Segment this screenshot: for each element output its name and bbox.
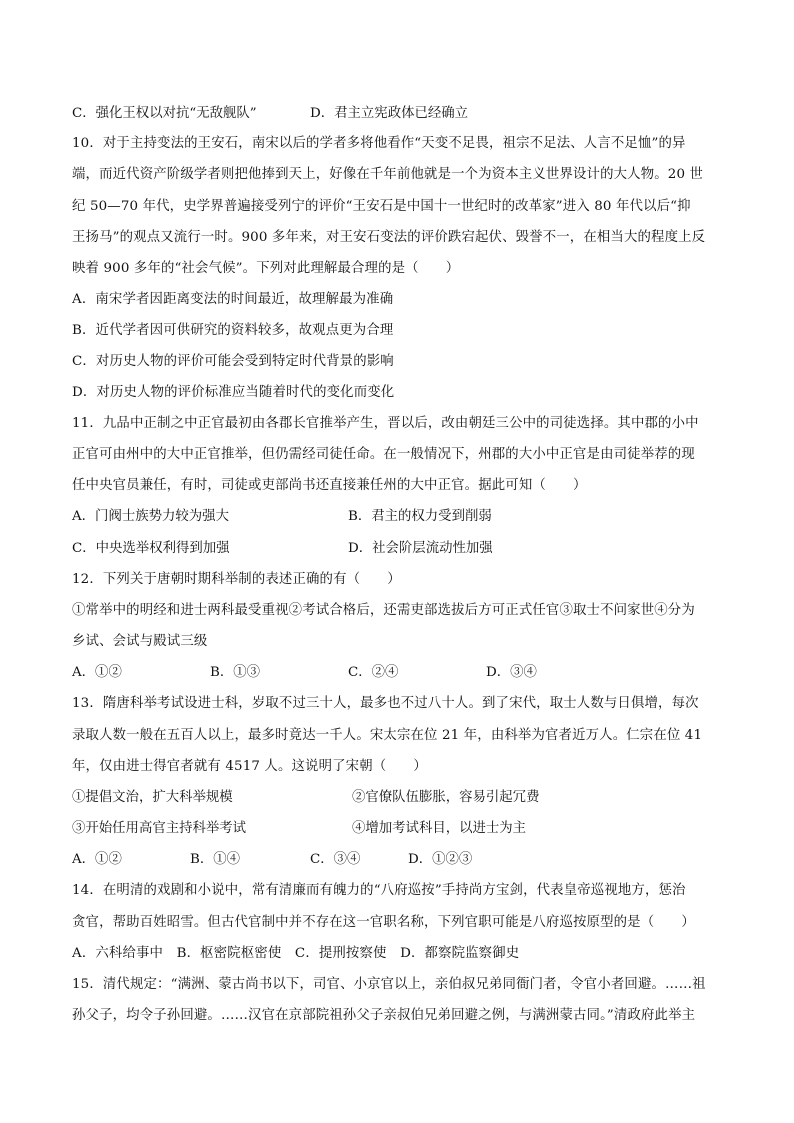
q12-option-b: B．①③: [210, 665, 261, 680]
q13-option-d: D．①②③: [408, 852, 473, 867]
q11-option-d: D．社会阶层流动性加强: [348, 541, 493, 556]
q10-stem-line-3: 纪 50—70 年代，史学界普遍接受列宁的评价“王安石是中国十一世纪时的改革家”进入 80 年代以后“抑: [72, 199, 691, 214]
q9-option-c: C．强化王权以对抗“无敌舰队”: [72, 106, 257, 121]
q13-item-1: ①提倡文治，扩大科举规模: [72, 790, 233, 805]
q13-stem-line-2: 录取人数一般在五百人以上，最多时竟达一千人。宋太宗在位 21 年，由科举为官者近万人。仁宗在位 41: [72, 728, 703, 743]
q10-stem-line-1: 10．对于主持变法的王安石，南宋以后的学者多将他看作“天变不足畏，祖宗不足法、人言不足恤”的异: [72, 136, 686, 151]
q10-stem-line-4: 王扬马”的观点又流行一时。900 多年来，对王安石变法的评价跌宕起伏、毁誉不一，在相当大的程度上反: [72, 230, 706, 245]
q11-option-b: B．君主的权力受到削弱: [348, 509, 492, 524]
q15-stem-line-1: 15．清代规定：“满洲、蒙古尚书以下，司官、小京官以上，亲伯叔兄弟同衙门者，令官小者回避。……祖: [72, 977, 706, 992]
q10-option-a: A．南宋学者因距离变法的时间最近，故理解最为准确: [72, 292, 394, 307]
q9-option-d: D．君主立宪政体已经确立: [310, 106, 469, 121]
q12-stem: 12．下列关于唐朝时期科举制的表述正确的有（ ）: [72, 572, 401, 587]
q14-options: A．六科给事中 B．枢密院枢密使 C．提刑按察使 D．都察院监察御史: [72, 946, 520, 961]
q10-option-b: B．近代学者因可供研究的资料较多，故观点更为合理: [72, 323, 394, 338]
q13-option-b: B．①④: [190, 852, 241, 867]
q13-option-a: A．①②: [72, 852, 122, 867]
q13-item-4: ④增加考试科目，以进士为主: [352, 821, 527, 836]
q12-option-d: D．③④: [486, 665, 537, 680]
q13-stem-line-1: 13．隋唐科举考试设进士科，岁取不过三十人，最多也不过八十人。到了宋代，取士人数与日俱增，每次: [72, 696, 699, 711]
q10-option-c: C．对历史人物的评价可能会受到特定时代背景的影响: [72, 354, 394, 369]
q12-option-c: C．②④: [348, 665, 399, 680]
q14-stem-line-1: 14．在明清的戏剧和小说中，常有清廉而有魄力的“八府巡按”手持尚方宝剑，代表皇帝巡视地方，惩治: [72, 883, 686, 898]
q10-stem-line-2: 端，而近代资产阶级学者则把他捧到天上，好像在千年前他就是一个为资本主义世界设计的大人物。20 世: [72, 167, 704, 182]
q12-option-a: A．①②: [72, 665, 122, 680]
q12-items-line-2: 乡试、会试与殿试三级: [72, 634, 208, 649]
q11-option-a: A．门阀士族势力较为强大: [72, 509, 229, 524]
q11-option-c: C．中央选举权利得到加强: [72, 541, 230, 556]
q14-stem-line-2: 贪官，帮助百姓昭雪。但古代官制中并不存在这一官职名称，下列官职可能是八府巡按原型的是（ ）: [72, 915, 695, 930]
q10-option-d: D．对历史人物的评价标准应当随着时代的变化而变化: [72, 385, 395, 400]
q13-item-2: ②官僚队伍膨胀，容易引起冗费: [352, 790, 540, 805]
q12-items-line-1: ①常举中的明经和进士两科最受重视②考试合格后，还需吏部选拔后方可正式任官③取士不问家世④分为: [72, 603, 695, 618]
q15-stem-line-2: 孙父子，均令子孙回避。……汉官在京部院祖孙父子亲叔伯兄弟回避之例，与满洲蒙古同。”清政府此举主: [72, 1008, 696, 1023]
q13-stem-line-3: 年，仅由进士得官者就有 4517 人。这说明了宋朝（ ）: [72, 759, 427, 774]
q11-stem-line-1: 11．九品中正制之中正官最初由各郡长官推举产生，晋以后，改由朝廷三公中的司徒选择。其中郡的小中: [72, 416, 699, 431]
q13-option-c: C．③④: [310, 852, 361, 867]
q13-item-3: ③开始任用高官主持科举考试: [72, 821, 247, 836]
q11-stem-line-2: 正官可由州中的大中正官推举，但仍需经司徒任命。在一般情况下，州郡的大小中正官是由司徒举荐的现: [72, 447, 695, 462]
q11-stem-line-3: 任中央官员兼任，有时，司徒或吏部尚书还直接兼任州的大中正官。据此可知（ ）: [72, 478, 587, 493]
q10-stem-line-5: 映着 900 多年的“社会气候”。下列对此理解最合理的是（ ）: [72, 261, 460, 276]
